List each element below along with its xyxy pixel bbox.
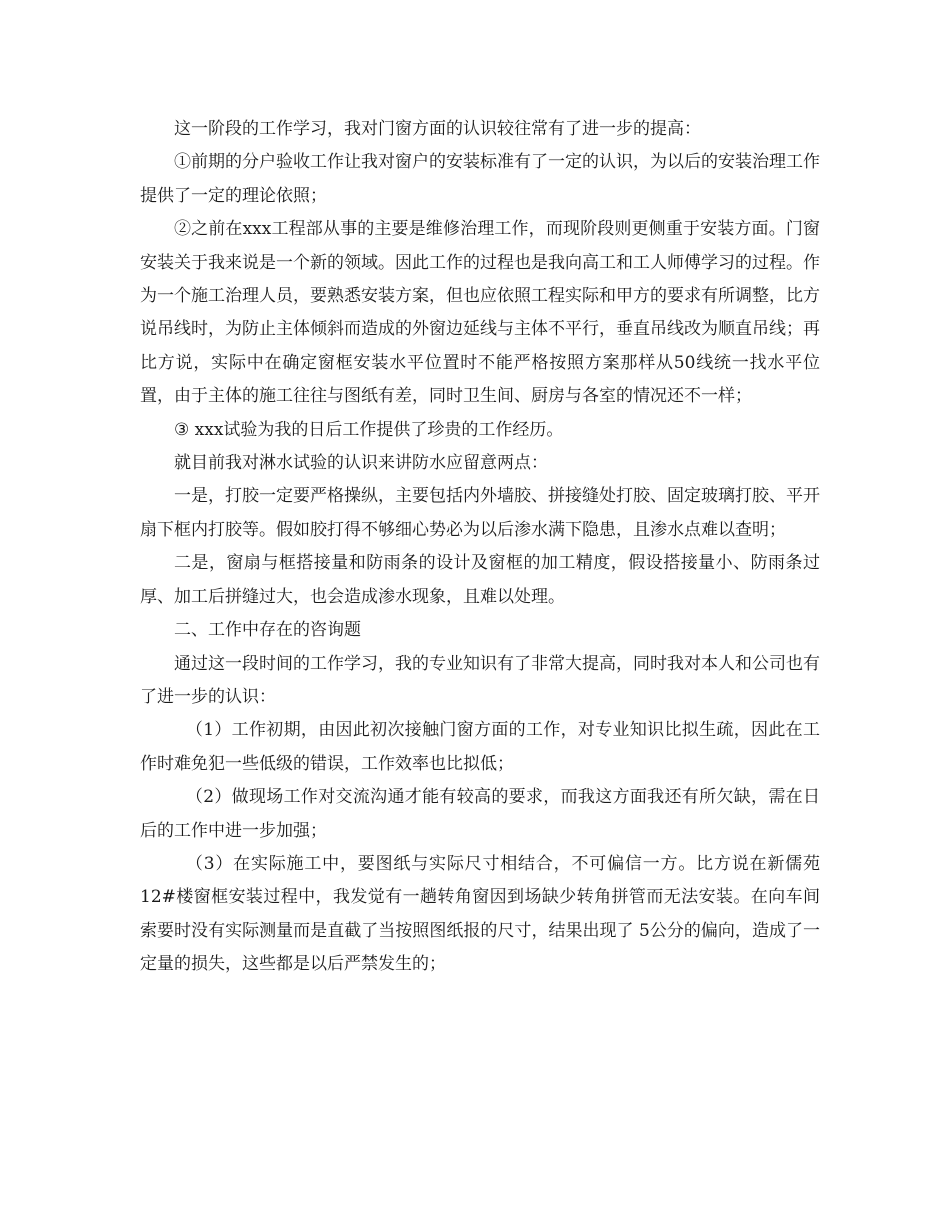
paragraph-problems-intro: 通过这一段时间的工作学习，我的专业知识有了非常大提高，同时我对本人和公司也有了进一步的认识：: [140, 653, 820, 707]
paragraph-intro: 这一阶段的工作学习，我对门窗方面的认识较往常有了进一步的提高：: [174, 119, 701, 139]
list-item-problem-3: （3）在实际施工中，要图纸与实际尺寸相结合，不可偏信一方。比方说在新儒苑12#楼窗框安装过程中，我发觉有一趟转角窗因到场缺少转角拼管而无法安装。在向车间索要时没有实际测量而是直截了当按照图纸报的尺寸，结果出现了 5公分的偏向，造成了一定量的损失，这些都是以后严禁发生的；: [140, 853, 820, 975]
list-item-problem-2: （2）做现场工作对交流沟通才能有较高的要求，而我这方面我还有所欠缺，需在日后的工作中进一步加强；: [140, 787, 820, 841]
paragraph-waterproof-intro: 就目前我对淋水试验的认识来讲防水应留意两点：: [174, 453, 548, 474]
paragraph-point-3: ③ xxx试验为我的日后工作提供了珍贵的工作经历。: [174, 419, 564, 440]
paragraph-waterproof-second: 二是，窗扇与框搭接量和防雨条的设计及窗框的加工精度，假设搭接量小、防雨条过厚、加工后拼缝过大，也会造成渗水现象，且难以处理。: [140, 553, 820, 607]
paragraph-waterproof-first: 一是，打胶一定要严格操纵，主要包括内外墙胶、拼接缝处打胶、固定玻璃打胶、平开扇下框内打胶等。假如胶打得不够细心势必为以后渗水满下隐患，且渗水点难以查明；: [140, 486, 820, 540]
list-item-problem-1: （1）工作初期，由因此初次接触门窗方面的工作，对专业知识比拟生疏，因此在工作时难免犯一些低级的错误，工作效率也比拟低；: [140, 720, 820, 774]
paragraph-point-2: ②之前在xxx工程部从事的主要是维修治理工作，而现阶段则更侧重于安装方面。门窗安装关于我来说是一个新的领域。因此工作的过程也是我向高工和工人师傅学习的过程。作为一个施工治理人员，要熟悉安装方案，但也应依照工程实际和甲方的要求有所调整，比方说吊线时，为防止主体倾斜而造成的外窗边延线与主体不平行，垂直吊线改为顺直吊线；再比方说，实际中在确定窗框安装水平位置时不能严格按照方案那样从50线统一找水平位置，由于主体的施工往往与图纸有差，同时卫生间、厨房与各室的情况还不一样；: [140, 219, 820, 407]
document-body: [140, 113, 820, 982]
paragraph-point-1: ①前期的分户验收工作让我对窗户的安装标准有了一定的认识，为以后的安装治理工作提供了一定的理论依照；: [140, 152, 820, 206]
section-heading-problems: 二、工作中存在的咨询题: [174, 620, 361, 641]
